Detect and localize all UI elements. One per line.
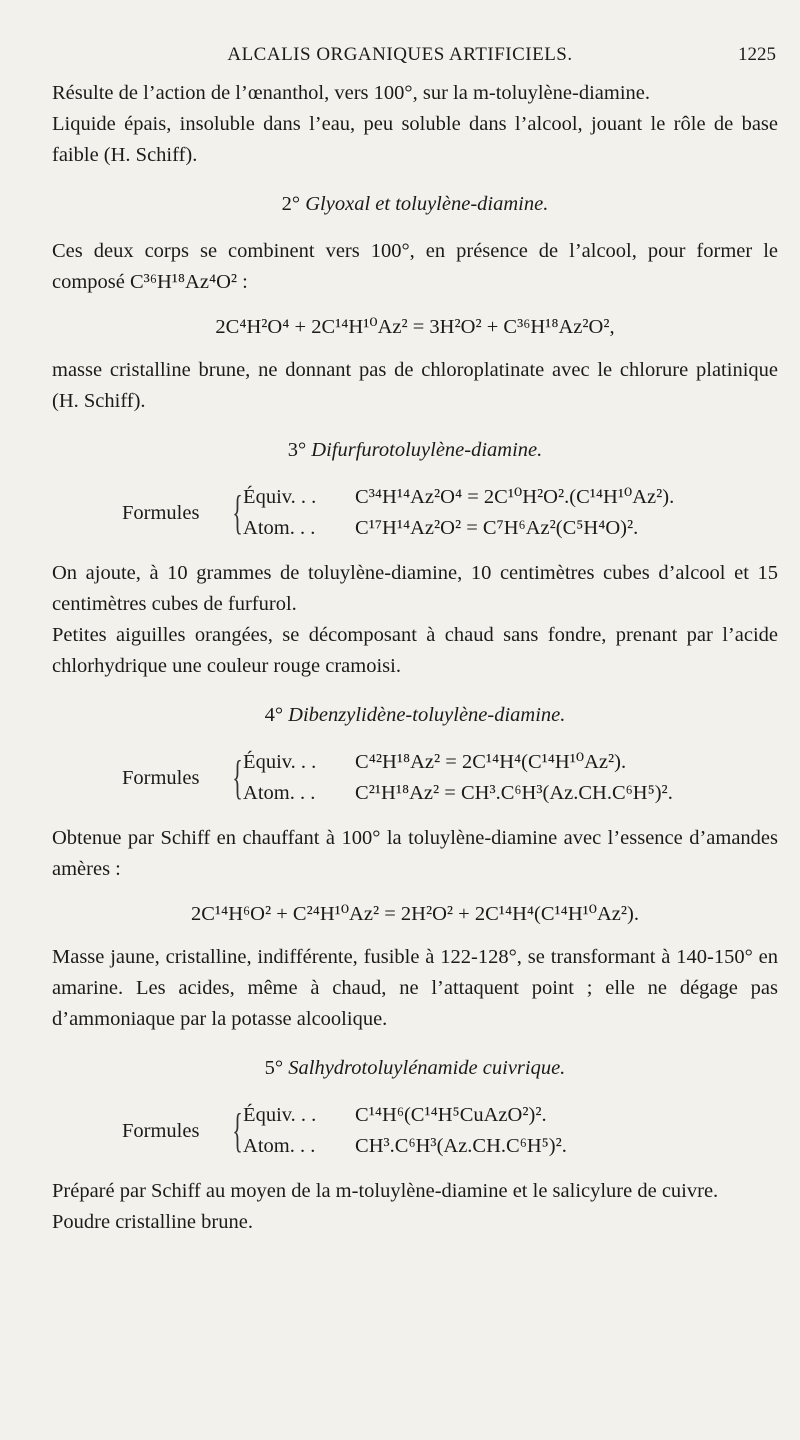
paragraph: Préparé par Schiff au moyen de la m-toluylène-diamine et le salicylure de cuivre. <box>52 1180 719 1202</box>
formula-kind: Atom. . . <box>243 1135 316 1157</box>
section-number: 5° <box>264 1057 284 1079</box>
formula-text: CH³.C⁶H³(Az.CH.C⁶H⁵)². <box>355 1135 567 1157</box>
section-title: Difurfurotoluylène-diamine. <box>311 439 543 461</box>
page-number: 1225 <box>738 44 776 65</box>
paragraph: Ces deux corps se combinent vers 100°, en présence de l’alcool, pour former le composé C³⁶H¹⁸Az⁴O² : <box>52 240 778 293</box>
formula-kind: Équiv. . . <box>243 751 317 773</box>
formula-row <box>243 513 674 544</box>
paragraph: Obtenue par Schiff en chauffant à 100° la toluylène-diamine avec l’essence d’amandes amères : <box>52 827 778 880</box>
formula-kind: Atom. . . <box>243 517 316 539</box>
section-title: Dibenzylidène-toluylène-diamine. <box>288 704 566 726</box>
equation: 2C¹⁴H⁶O² + C²⁴H¹⁰Az² = 2H²O² + 2C¹⁴H⁴(C¹⁴H¹⁰Az²). <box>190 903 640 925</box>
formula-rows <box>243 1100 567 1162</box>
formula-text: C²¹H¹⁸Az² = CH³.C⁶H³(Az.CH.C⁶H⁵)². <box>355 782 673 804</box>
section-title: Salhydrotoluylénamide cuivrique. <box>288 1057 566 1079</box>
section-number: 4° <box>264 704 284 726</box>
formula-kind: Équiv. . . <box>243 486 317 508</box>
paragraph: Petites aiguilles orangées, se décomposant à chaud sans fondre, prenant par l’acide chlorhydrique une couleur rouge cramoisi. <box>52 624 778 677</box>
formula-block <box>122 482 778 544</box>
formula-label: Formules <box>122 766 200 789</box>
formula-row <box>243 482 674 513</box>
section-number: 2° <box>281 193 301 215</box>
formula-kind: Atom. . . <box>243 782 316 804</box>
paragraph: Masse jaune, cristalline, indifférente, fusible à 122-128°, se transformant à 140-150° en amarine. Les acides, même à chaud, ne l’attaquent point ; elle ne dégage pas d’ammoniaque par la potasse alcoolique. <box>52 946 778 1030</box>
formula-row <box>243 1100 567 1131</box>
paragraph: Poudre cristalline brune. <box>52 1211 253 1233</box>
section-title: Glyoxal et toluylène-diamine. <box>305 193 549 215</box>
formula-label: Formules <box>122 1119 200 1142</box>
brace-glyph: { <box>232 1104 243 1157</box>
brace-glyph: { <box>232 751 243 804</box>
section-heading <box>52 435 778 466</box>
paragraph: Résulte de l’action de l’œnanthol, vers 100°, sur la m-toluylène-diamine. <box>52 82 650 104</box>
running-title: ALCALIS ORGANIQUES ARTIFICIELS. <box>227 44 573 65</box>
formula-row <box>243 778 673 809</box>
section-heading <box>52 700 778 731</box>
formula-block <box>122 1100 778 1162</box>
formula-block <box>122 747 778 809</box>
formula-rows <box>243 482 674 544</box>
formula-row <box>243 1131 567 1162</box>
formula-text: C⁴²H¹⁸Az² = 2C¹⁴H⁴(C¹⁴H¹⁰Az²). <box>355 751 627 773</box>
section-heading <box>52 189 778 220</box>
paragraph: Liquide épais, insoluble dans l’eau, peu soluble dans l’alcool, jouant le rôle de base faible (H. Schiff). <box>52 113 778 166</box>
page-body <box>52 78 778 1238</box>
formula-label: Formules <box>122 501 200 524</box>
equation: 2C⁴H²O⁴ + 2C¹⁴H¹⁰Az² = 3H²O² + C³⁶H¹⁸Az²O², <box>215 316 615 338</box>
formula-rows <box>243 747 673 809</box>
formula-row <box>243 747 673 778</box>
formula-text: C¹⁷H¹⁴Az²O² = C⁷H⁶Az²(C⁵H⁴O)². <box>355 517 639 539</box>
formula-kind: Équiv. . . <box>243 1104 317 1126</box>
brace-glyph: { <box>232 486 243 539</box>
paragraph: masse cristalline brune, ne donnant pas de chloroplatinate avec le chlorure platinique (H. Schiff). <box>52 359 778 412</box>
section-number: 3° <box>287 439 307 461</box>
section-heading <box>52 1053 778 1084</box>
paragraph: On ajoute, à 10 grammes de toluylène-diamine, 10 centimètres cubes d’alcool et 15 centimètres cubes de furfurol. <box>52 562 778 615</box>
formula-text: C¹⁴H⁶(C¹⁴H⁵CuAzO²)². <box>355 1104 547 1126</box>
formula-text: C³⁴H¹⁴Az²O⁴ = 2C¹⁰H²O².(C¹⁴H¹⁰Az²). <box>355 486 675 508</box>
page-header <box>0 44 800 74</box>
